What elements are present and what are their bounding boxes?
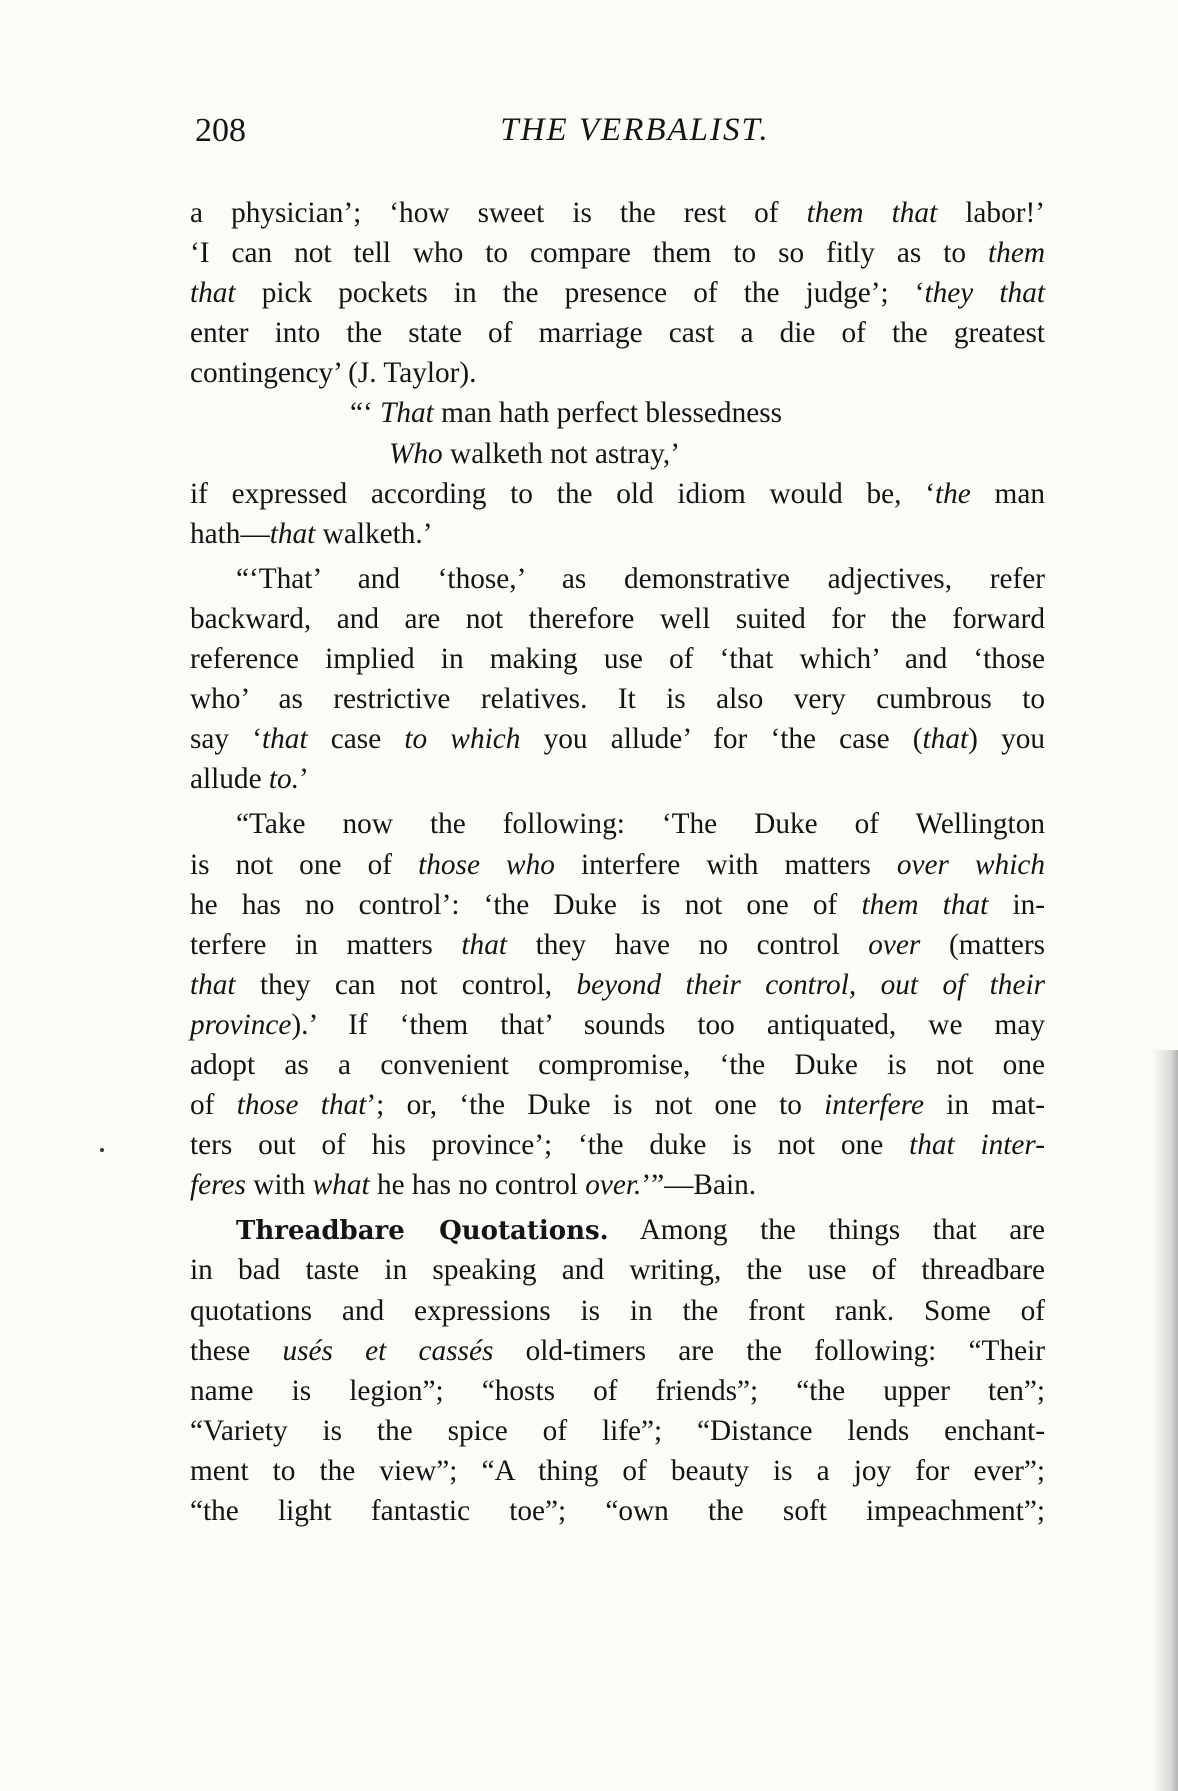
text-line: province).’ If ‘them that’ sounds too antiquated, we may (190, 1008, 1045, 1041)
text-line: backward, and are not therefore well suited for the forward (190, 602, 1045, 635)
text-line: hath—that walketh.’ (190, 517, 433, 550)
running-title: THE VERBALIST. (500, 112, 770, 148)
text-line: ‘I can not tell who to compare them to so fitly as to them (190, 237, 1045, 270)
text-line: he has no control’: ‘the Duke is not one of them that in- (190, 888, 1046, 921)
verse-line: Who walketh not astray,’ (389, 437, 680, 470)
verse-line: “‘ That man hath perfect blessedness (350, 397, 783, 430)
page-number: 208 (195, 112, 246, 149)
text-line: reference implied in making use of ‘that which’ and ‘those (190, 643, 1045, 676)
text-line: “Take now the following: ‘The Duke of Wellington (236, 808, 1045, 841)
text-line: “‘That’ and ‘those,’ as demonstrative adjectives, refer (236, 562, 1045, 595)
text-line: adopt as a convenient compromise, ‘the Duke is not one (190, 1048, 1045, 1081)
page-header (195, 112, 1075, 158)
text-line: ment to the view”; “A thing of beauty is a joy for ever”; (190, 1454, 1045, 1487)
section-heading: Threadbare Quotations. (236, 1216, 609, 1247)
text-line: contingency’ (J. Taylor). (190, 357, 477, 390)
text-line: if expressed according to the old idiom would be, ‘the man (190, 477, 1045, 510)
text-line: quotations and expressions is in the front rank. Some of (190, 1294, 1045, 1327)
text-line: Threadbare Quotations. Among the things that are (236, 1214, 1045, 1247)
text-line: that they can not control, beyond their control, out of their (190, 968, 1045, 1001)
text-line: terfere in matters that they have no control over (matters (190, 928, 1045, 961)
text-line: is not one of those who interfere with matters over which (190, 848, 1046, 881)
text-line: say ‘that case to which you allude’ for ‘the case (that) you (190, 723, 1046, 756)
text-line: name is legion”; “hosts of friends”; “the upper ten”; (190, 1374, 1045, 1407)
text-line: of those that’; or, ‘the Duke is not one to interfere in mat- (190, 1089, 1045, 1122)
text-line: “Variety is the spice of life”; “Distance lends enchant- (190, 1414, 1045, 1447)
text-line: “the light fantastic toe”; “own the soft impeachment”; (190, 1495, 1045, 1527)
text-line: ters out of his province’; ‘the duke is not one that inter- (190, 1129, 1045, 1162)
text-line: these usés et cassés old-timers are the following: “Their (190, 1334, 1045, 1367)
body-text (190, 193, 1045, 1531)
text-line: allude to.’ (190, 763, 309, 796)
text-line: a physician’; ‘how sweet is the rest of them that labor!’ (190, 197, 1045, 229)
page-edge-shadow (1152, 1050, 1178, 1791)
text-line: enter into the state of marriage cast a die of the greatest (190, 317, 1045, 350)
text-line: feres with what he has no control over.’”—Bain. (190, 1169, 757, 1202)
text-line: that pick pockets in the presence of the judge’; ‘they that (190, 277, 1045, 310)
text-line: who’ as restrictive relatives. It is also very cumbrous to (190, 683, 1045, 716)
ink-speck (100, 1148, 104, 1152)
text-line: in bad taste in speaking and writing, the use of threadbare (190, 1254, 1045, 1287)
